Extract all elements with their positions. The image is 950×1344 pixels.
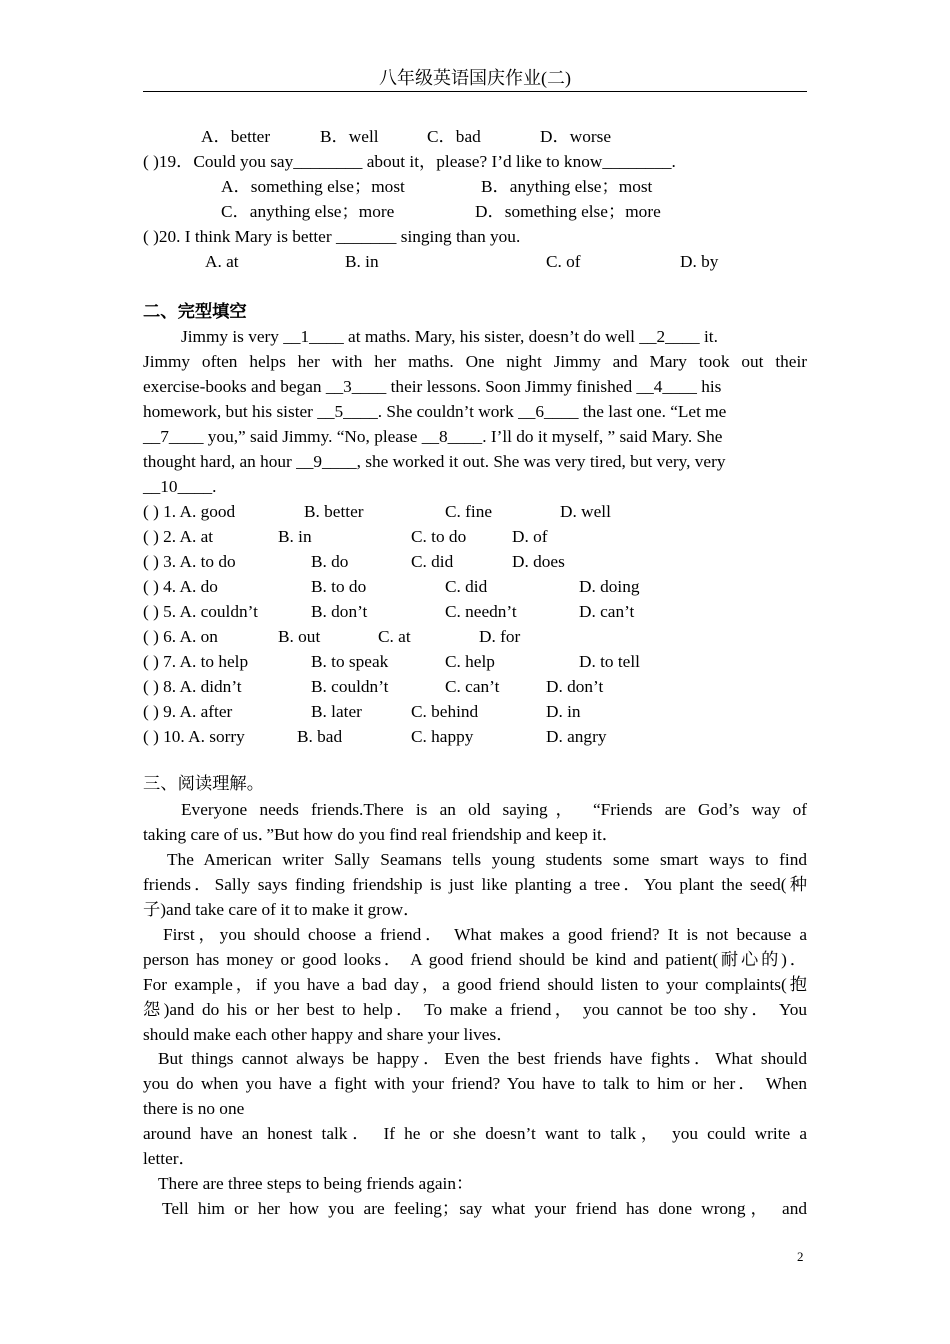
cloze-line-6 (143, 449, 807, 474)
q19-options-row1 (143, 174, 807, 199)
cloze-line-2: Jimmy often helps her with her maths. One night Jimmy and Mary took out their (143, 352, 807, 371)
option-b: B. don’t (311, 602, 368, 621)
reading-line-6: First，you should choose a friend． What makes a good friend? It is not because a (163, 925, 807, 944)
q20-option-d: D. by (680, 252, 719, 271)
cloze-text: homework, but his sister (143, 402, 318, 421)
q19-option-d: D．something else；more (475, 202, 661, 221)
cloze-text: you,” said Jimmy. “No, please (203, 427, 422, 446)
option-b: B. in (278, 527, 312, 546)
cloze-question-5 (143, 599, 807, 624)
reading-line-11: But things cannot always be happy．Even the best friends have fights．What should (158, 1049, 807, 1068)
q19-option-a: A．something else；most (221, 177, 405, 196)
reading-line-16: There are three steps to being friends again： (158, 1174, 474, 1193)
cloze-text: . I’ll do it myself, ” said Mary. She (482, 427, 723, 446)
cloze-text: Jimmy is very (181, 327, 284, 346)
reading-line-7: person has money or good looks． A good friend should be kind and patient(耐心的)． (143, 950, 807, 969)
q18-option-a: A．better (201, 127, 271, 146)
cloze-line-5 (143, 424, 807, 449)
cloze-blank-7: __7____ (143, 427, 204, 446)
q20-option-a: A. at (205, 252, 239, 271)
q18-option-c: C．bad (427, 127, 481, 146)
cloze-question-8 (143, 674, 807, 699)
cloze-blank-2: __2____ (639, 327, 700, 346)
cloze-text: . She couldn’t work (377, 402, 519, 421)
reading-line-14: around have an honest talk． If he or she doesn’t want to talk， you could write a (143, 1124, 807, 1143)
option-c: C. behind (411, 702, 479, 721)
cloze-question-9 (143, 699, 807, 724)
q20-option-c: C. of (546, 252, 581, 271)
q20-blank: _______ (335, 227, 397, 246)
reading-line-10: should make each other happy and share your lives． (143, 1025, 514, 1044)
cloze-text: their lessons. Soon Jimmy finished (386, 377, 637, 396)
option-c: C. did (411, 552, 454, 571)
question-number-a: ( ) 6. A. on (143, 627, 218, 646)
cloze-blank-4: __4____ (636, 377, 697, 396)
option-d: D. in (546, 702, 581, 721)
q19-stem-text: ( )19．Could you say (143, 152, 294, 171)
option-c: C. happy (411, 727, 474, 746)
cloze-text: , she worked it out. She was very tired, but very, very (356, 452, 726, 471)
option-b: B. to do (311, 577, 367, 596)
question-number-a: ( ) 5. A. couldn’t (143, 602, 258, 621)
header-rule (143, 91, 807, 92)
option-b: B. later (311, 702, 362, 721)
cloze-blank-3: __3____ (325, 377, 387, 396)
reading-line-8: For example，if you have a bad day，a good friend should listen to your complaints(抱 (143, 975, 807, 994)
cloze-question-6 (143, 624, 807, 649)
cloze-question-4 (143, 574, 807, 599)
cloze-blank-10: __10____ (143, 477, 213, 496)
option-b: B. do (311, 552, 349, 571)
reading-line-1: Everyone needs friends.There is an old saying， “Friends are God’s way of (181, 800, 807, 819)
option-d: D. for (479, 627, 521, 646)
option-c: C. help (445, 652, 495, 671)
cloze-blank-1: __1____ (283, 327, 344, 346)
cloze-blank-6: __6____ (518, 402, 579, 421)
option-c: C. needn’t (445, 602, 517, 621)
option-c: C. at (378, 627, 411, 646)
question-number-a: ( ) 4. A. do (143, 577, 218, 596)
option-c: C. did (445, 577, 488, 596)
q20-stem-end: singing than you. (396, 227, 521, 246)
cloze-text: the last one. “Let me (578, 402, 727, 421)
q19-stem (143, 149, 807, 174)
cloze-blank-5: __5____ (317, 402, 378, 421)
option-b: B. out (278, 627, 321, 646)
page-number: 2 (797, 1249, 804, 1264)
cloze-section-title: 二、完型填空 (143, 302, 247, 321)
q19-stem-end: . (671, 152, 676, 171)
option-d: D. of (512, 527, 548, 546)
cloze-question-7 (143, 649, 807, 674)
q20-stem-text: ( )20. I think Mary is better (143, 227, 336, 246)
question-number-a: ( ) 7. A. to help (143, 652, 249, 671)
q19-stem-mid: about it，please? I’d like to know (362, 152, 603, 171)
reading-line-3: The American writer Sally Seamans tells young students some smart ways to find (167, 850, 807, 869)
option-c: C. to do (411, 527, 467, 546)
option-d: D. angry (546, 727, 607, 746)
reading-line-4: friends．Sally says finding friendship is just like planting a tree．You plant the seed(种 (143, 875, 807, 894)
reading-line-2: taking care of us．”But how do you find real friendship and keep it． (143, 825, 620, 844)
cloze-question-3 (143, 549, 807, 574)
cloze-text: at maths. Mary, his sister, doesn’t do well (343, 327, 640, 346)
cloze-line-1 (143, 324, 807, 349)
option-d: D. to tell (579, 652, 640, 671)
cloze-question-2 (143, 524, 807, 549)
question-number-a: ( ) 2. A. at (143, 527, 214, 546)
option-d: D. doing (579, 577, 640, 596)
cloze-text: thought hard, an hour (143, 452, 297, 471)
option-b: B. couldn’t (311, 677, 389, 696)
cloze-line-7 (143, 474, 807, 499)
q19-blank-1: ________ (293, 152, 363, 171)
q19-blank-2: ________ (602, 152, 672, 171)
option-b: B. to speak (311, 652, 389, 671)
reading-line-5: 子)and take care of it to make it grow． (143, 900, 421, 919)
reading-line-15: letter． (143, 1149, 196, 1168)
cloze-question-10 (143, 724, 807, 749)
reading-line-13: there is no one (143, 1099, 245, 1118)
q19-option-b: B．anything else；most (481, 177, 653, 196)
q20-options (143, 249, 807, 274)
question-number-a: ( ) 9. A. after (143, 702, 233, 721)
cloze-blank-9: __9____ (296, 452, 357, 471)
question-number-a: ( ) 10. A. sorry (143, 727, 245, 746)
cloze-text: his (696, 377, 722, 396)
option-d: D. can’t (579, 602, 635, 621)
reading-line-17: Tell him or her how you are feeling；say what your friend has done wrong， and (162, 1199, 807, 1218)
cloze-line-4 (143, 399, 807, 424)
cloze-question-1 (143, 499, 807, 524)
option-c: C. can’t (445, 677, 500, 696)
question-number-a: ( ) 8. A. didn’t (143, 677, 242, 696)
q19-option-c: C．anything else；more (221, 202, 395, 221)
question-number-a: ( ) 3. A. to do (143, 552, 236, 571)
option-d: D. does (512, 552, 565, 571)
cloze-line-3 (143, 374, 807, 399)
option-d: D. don’t (546, 677, 604, 696)
cloze-text: it. (699, 327, 718, 346)
cloze-blank-8: __8____ (421, 427, 483, 446)
option-c: C. fine (445, 502, 493, 521)
option-d: D. well (560, 502, 611, 521)
page-header-title: 八年级英语国庆作业(二) (379, 68, 571, 88)
reading-line-9: 怨)and do his or her best to help． To make a friend， you cannot be too shy． You (143, 1000, 807, 1019)
reading-line-12: you do when you have a fight with your friend? You have to talk to him or her． When (143, 1074, 807, 1093)
q18-option-b: B．well (320, 127, 379, 146)
q18-option-d: D．worse (540, 127, 612, 146)
reading-section-title: 三、阅读理解。 (143, 774, 264, 793)
q20-stem (143, 224, 807, 249)
q18-options (143, 124, 807, 149)
q19-options-row2 (143, 199, 807, 224)
cloze-text: . (212, 477, 217, 496)
option-b: B. bad (297, 727, 343, 746)
question-number-a: ( ) 1. A. good (143, 502, 236, 521)
option-b: B. better (304, 502, 364, 521)
cloze-text: exercise-books and began (143, 377, 326, 396)
q20-option-b: B. in (345, 252, 379, 271)
